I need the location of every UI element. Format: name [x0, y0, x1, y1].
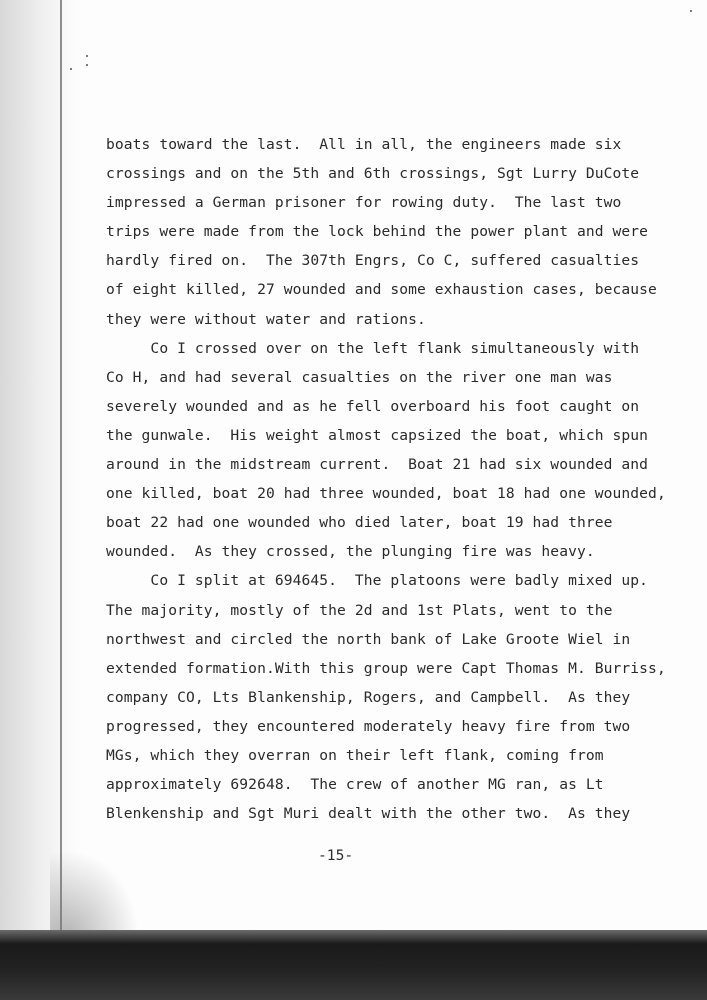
text-line: boat 22 had one wounded who died later, boat 19 had three: [106, 514, 613, 532]
binding-edge: [60, 0, 62, 940]
page-number: -15-: [318, 847, 354, 864]
text-line: the gunwale. His weight almost capsized the boat, which spun: [106, 426, 649, 444]
text-line: The majority, mostly of the 2d and 1st Plats, went to the: [106, 601, 613, 619]
text-line: Co I crossed over on the left flank simultaneously with: [106, 339, 640, 357]
text-line: Blenkenship and Sgt Muri dealt with the other two. As they: [106, 805, 631, 823]
scan-shadow-corner: [50, 850, 140, 940]
text-line: crossings and on the 5th and 6th crossings, Sgt Lurry DuCote: [106, 165, 640, 183]
text-line: Co I split at 694645. The platoons were badly mixed up.: [106, 572, 649, 590]
text-line: approximately 692648. The crew of another MG ran, as Lt: [106, 776, 604, 794]
text-line: around in the midstream current. Boat 21 had six wounded and: [106, 456, 649, 474]
text-line: northwest and circled the north bank of Lake Groote Wiel in: [106, 630, 631, 648]
text-line: company CO, Lts Blankenship, Rogers, and Campbell. As they: [106, 688, 631, 706]
text-line: extended formation.With this group were Capt Thomas M. Burriss,: [106, 659, 666, 677]
scan-speck: [86, 55, 88, 57]
text-line: progressed, they encountered moderately heavy fire from two: [106, 717, 631, 735]
typed-page-body: [106, 130, 666, 828]
scanner-bottom-shadow: [0, 930, 707, 1000]
scan-speck: [86, 64, 88, 66]
text-line: they were without water and rations.: [106, 310, 426, 328]
text-line: of eight killed, 27 wounded and some exhaustion cases, because: [106, 281, 657, 299]
text-line: impressed a German prisoner for rowing duty. The last two: [106, 194, 622, 212]
text-line: one killed, boat 20 had three wounded, boat 18 had one wounded,: [106, 485, 666, 503]
text-line: Co H, and had several casualties on the river one man was: [106, 368, 613, 386]
text-line: hardly fired on. The 307th Engrs, Co C, suffered casualties: [106, 252, 640, 270]
text-line: boats toward the last. All in all, the engineers made six: [106, 136, 622, 153]
text-line: MGs, which they overran on their left flank, coming from: [106, 746, 604, 764]
text-line: severely wounded and as he fell overboard his foot caught on: [106, 397, 640, 415]
scan-speck: [70, 68, 72, 70]
text-line: wounded. As they crossed, the plunging fire was heavy.: [106, 543, 595, 561]
scan-speck: [690, 10, 692, 12]
text-line: trips were made from the lock behind the power plant and were: [106, 223, 649, 241]
